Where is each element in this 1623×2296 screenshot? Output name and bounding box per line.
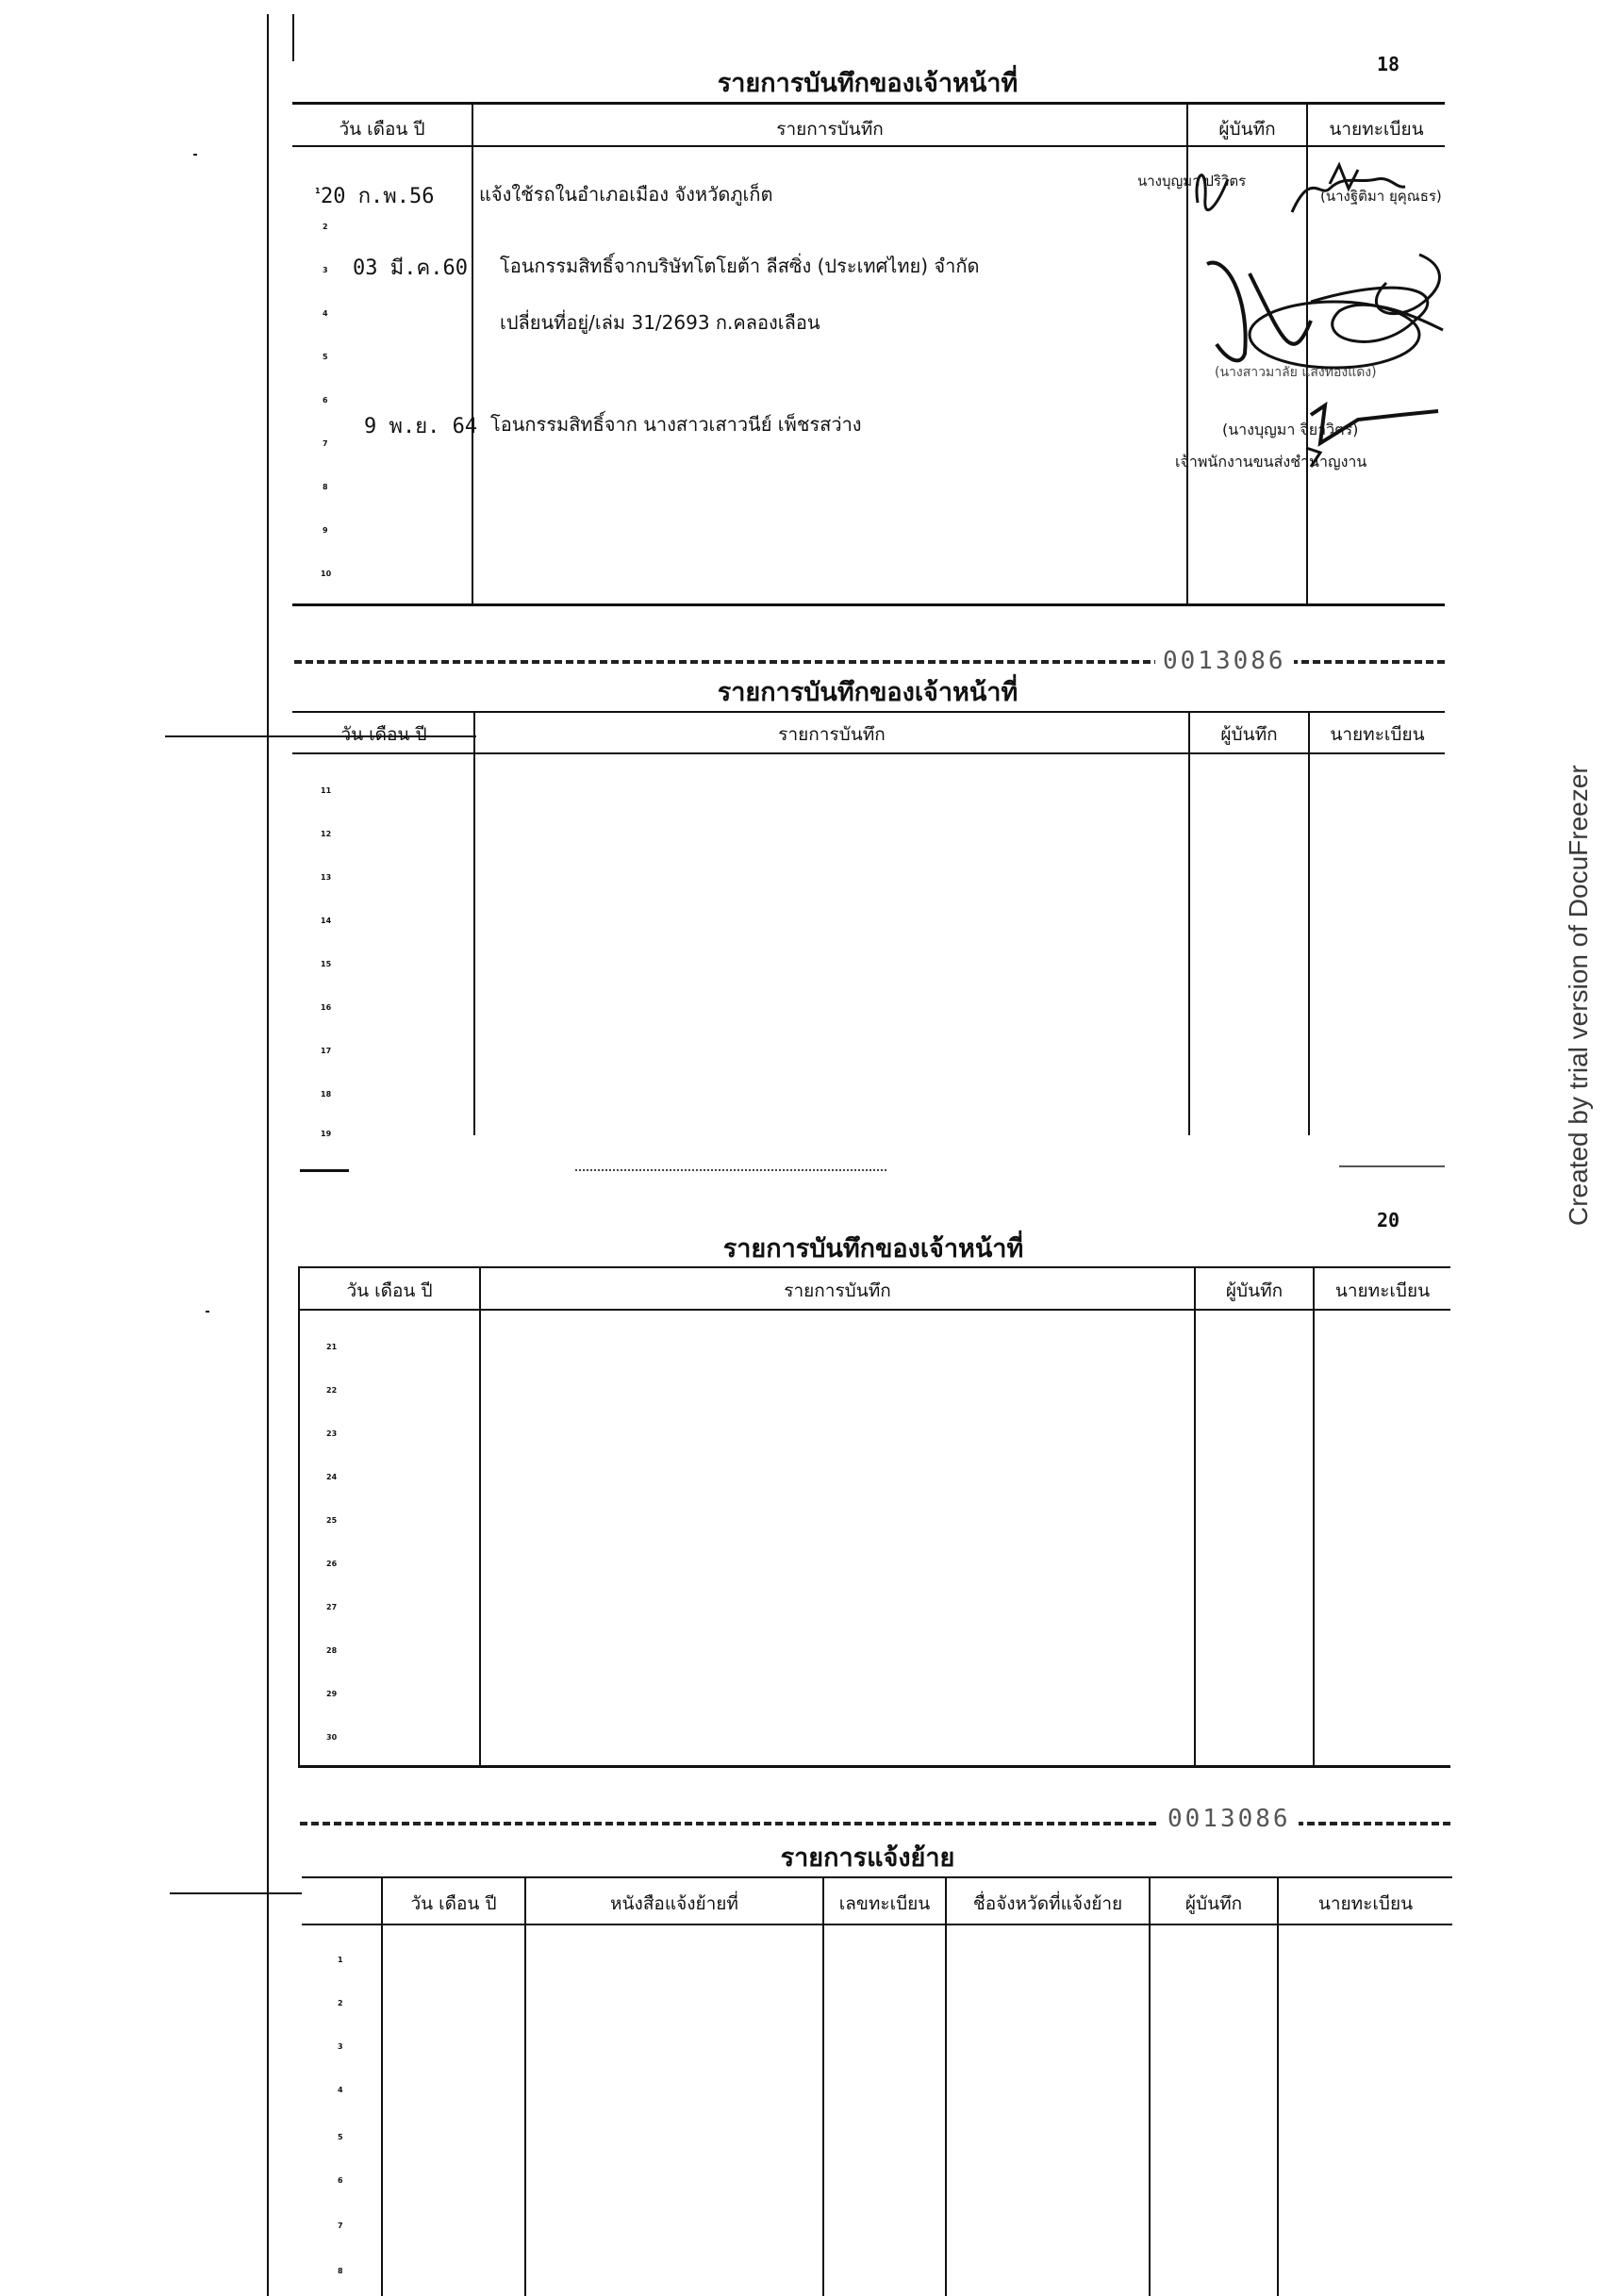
row-number: 29 bbox=[326, 1690, 338, 1698]
row-number: 5 bbox=[338, 2133, 343, 2141]
row-number: 3 bbox=[323, 266, 328, 274]
row-number: 3 bbox=[338, 2042, 343, 2051]
header-registrar: นายทะเบียน bbox=[1329, 119, 1424, 140]
page-cut-mark bbox=[300, 1169, 349, 1172]
row-number: 23 bbox=[326, 1429, 338, 1438]
row-number: 1 bbox=[338, 1956, 343, 1964]
scan-mark bbox=[206, 1311, 209, 1313]
table-border bbox=[292, 102, 1445, 105]
header-date: วัน เดือน ปี bbox=[346, 1280, 433, 1301]
table-border bbox=[292, 711, 1445, 713]
scan-mark bbox=[170, 1892, 302, 1894]
section-title: รายการบันทึกของเจ้าหน้าที่ bbox=[717, 678, 1019, 707]
margin-line bbox=[267, 14, 269, 2296]
header-recorder: ผู้บันทึก bbox=[1184, 1893, 1243, 1914]
table-border bbox=[302, 1924, 1452, 1925]
table-border bbox=[479, 1266, 481, 1768]
header-registrar: นายทะเบียน bbox=[1317, 1893, 1414, 1914]
row-number: 5 bbox=[323, 353, 328, 361]
row-number: 21 bbox=[326, 1343, 338, 1351]
header-recorder: ผู้บันทึก bbox=[1220, 724, 1278, 745]
row-number: 9 bbox=[323, 526, 328, 535]
row-number: 28 bbox=[326, 1646, 338, 1655]
header-plate-number: เลขทะเบียน bbox=[838, 1893, 931, 1914]
docufreezer-watermark: Created by trial version of DocuFreezer bbox=[1564, 765, 1593, 1226]
row-number: 1 bbox=[315, 187, 321, 195]
table-border bbox=[292, 752, 1445, 754]
entry-text: โอนกรรมสิทธิ์จาก นางสาวเสาวนีย์ เพ็ชรสว่าง bbox=[490, 413, 862, 436]
entry-date: 9 พ.ย. 64 bbox=[364, 415, 478, 438]
row-number: 17 bbox=[321, 1047, 332, 1055]
serial-stamp: 0013086 bbox=[1155, 647, 1294, 675]
margin-line bbox=[292, 14, 294, 61]
header-entry: รายการบันทึก bbox=[776, 119, 884, 140]
signer-title: เจ้าพนักงานขนส่งชำนาญงาน bbox=[1175, 453, 1367, 471]
table-border bbox=[473, 711, 475, 1135]
section-title: รายการแจ้งย้าย bbox=[780, 1843, 955, 1873]
entry-date: 20 ก.พ.56 bbox=[321, 185, 435, 208]
entry-date: 03 มี.ค.60 bbox=[353, 256, 468, 280]
header-date: วัน เดือน ปี bbox=[339, 119, 425, 140]
header-province: ชื่อจังหวัดที่แจ้งย้าย bbox=[972, 1893, 1123, 1914]
row-number: 26 bbox=[326, 1560, 338, 1568]
row-number: 14 bbox=[321, 917, 332, 925]
table-border bbox=[298, 1765, 1450, 1768]
row-number: 4 bbox=[338, 2086, 343, 2094]
table-border bbox=[298, 1266, 1450, 1268]
scan-mark bbox=[193, 154, 197, 156]
header-registrar: นายทะเบียน bbox=[1334, 1280, 1431, 1301]
row-number: 7 bbox=[323, 439, 328, 448]
entry-text: เปลี่ยนที่อยู่/เล่ม 31/2693 ก.คลองเลือน bbox=[500, 311, 820, 334]
signature-scribble bbox=[1169, 132, 1452, 490]
row-number: 30 bbox=[326, 1733, 338, 1742]
row-number: 6 bbox=[323, 396, 328, 405]
registrar-name: (นางฐิติมา ยุคุณธร) bbox=[1320, 188, 1442, 205]
header-entry: รายการบันทึก bbox=[784, 1280, 891, 1301]
row-number: 12 bbox=[321, 830, 332, 838]
table-border bbox=[524, 1876, 526, 2296]
row-number: 24 bbox=[326, 1473, 338, 1481]
serial-stamp: 0013086 bbox=[1160, 1805, 1299, 1833]
table-border bbox=[1313, 1266, 1315, 1768]
header-recorder: ผู้บันทึก bbox=[1225, 1280, 1283, 1301]
table-border bbox=[1277, 1876, 1279, 2296]
row-number: 18 bbox=[321, 1090, 332, 1098]
header-entry: รายการบันทึก bbox=[778, 724, 886, 745]
table-border bbox=[1308, 711, 1310, 1135]
header-date: วัน เดือน ปี bbox=[340, 724, 427, 745]
row-number: 15 bbox=[321, 960, 332, 968]
section-title: รายการบันทึกของเจ้าหน้าที่ bbox=[717, 69, 1019, 98]
row-number: 2 bbox=[323, 223, 328, 231]
row-number: 22 bbox=[326, 1386, 338, 1395]
table-border bbox=[1188, 711, 1190, 1135]
row-number: 27 bbox=[326, 1603, 338, 1611]
row-number: 2 bbox=[338, 1999, 343, 2007]
row-number: 11 bbox=[321, 786, 332, 795]
row-number: 13 bbox=[321, 873, 332, 882]
table-border bbox=[292, 603, 1445, 606]
table-border bbox=[381, 1876, 383, 2296]
row-number: 8 bbox=[323, 483, 328, 491]
row-number: 7 bbox=[338, 2222, 343, 2230]
row-number: 16 bbox=[321, 1003, 332, 1012]
section-title: รายการบันทึกของเจ้าหน้าที่ bbox=[722, 1234, 1024, 1264]
scan-dash-line bbox=[575, 1169, 886, 1175]
table-border bbox=[1149, 1876, 1151, 2296]
table-border bbox=[1194, 1266, 1196, 1768]
table-border bbox=[298, 1266, 300, 1768]
page-number: 18 bbox=[1377, 53, 1400, 75]
table-border bbox=[302, 1876, 1452, 1878]
signer-name: (นางบุญมา จิยาวิตร) bbox=[1222, 421, 1359, 438]
row-number: 25 bbox=[326, 1516, 338, 1525]
entry-text: แจ้งใช้รถในอำเภอเมือง จังหวัดภูเก็ต bbox=[479, 183, 773, 206]
header-transfer-letter: หนังสือแจ้งย้ายที่ bbox=[610, 1893, 738, 1914]
table-border bbox=[298, 1309, 1450, 1311]
table-border bbox=[945, 1876, 947, 2296]
header-registrar: นายทะเบียน bbox=[1330, 724, 1425, 745]
row-number: 4 bbox=[323, 309, 328, 318]
row-number: 8 bbox=[338, 2267, 343, 2275]
entry-text: โอนกรรมสิทธิ์จากบริษัทโตโยต้า ลีสซิ่ง (ประเทศไทย) จำกัด bbox=[500, 255, 980, 277]
page-cut-mark bbox=[1339, 1165, 1445, 1167]
recorder-name: (นางสาวมาลัย แสงทองแดง) bbox=[1215, 365, 1377, 380]
table-border bbox=[822, 1876, 824, 2296]
recorder-name: นางบุญมา ปริวิตร bbox=[1137, 173, 1247, 190]
header-recorder: ผู้บันทึก bbox=[1218, 119, 1276, 140]
table-border bbox=[472, 102, 473, 605]
row-number: 19 bbox=[321, 1130, 332, 1138]
header-date: วัน เดือน ปี bbox=[410, 1893, 497, 1914]
row-number: 6 bbox=[338, 2176, 343, 2185]
row-number: 10 bbox=[321, 570, 332, 578]
page-number: 20 bbox=[1377, 1209, 1400, 1231]
